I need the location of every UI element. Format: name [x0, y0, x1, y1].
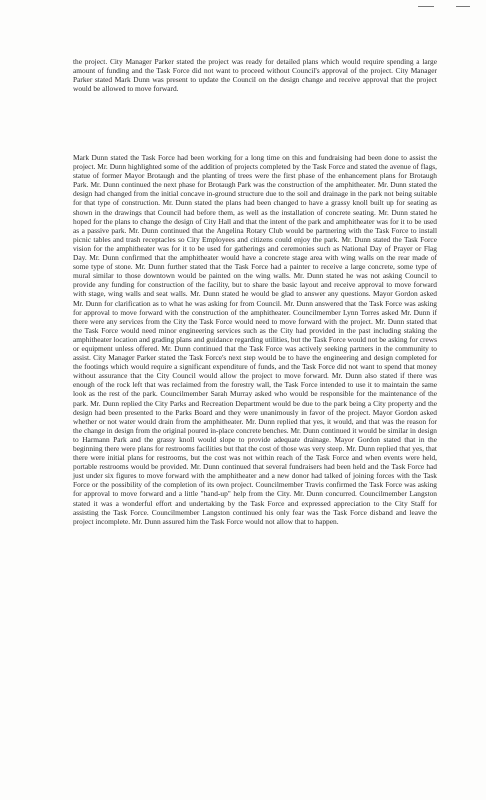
top-edge-mark	[418, 6, 434, 7]
top-edge-mark-right	[456, 6, 470, 7]
paragraph-project-intro: the project. City Manager Parker stated the project was ready for detailed plans which would require spending a large amount of funding and the Task Force did not want to proceed without Council's approval of the project. City Manager Parker stated Mark Dunn was present to update the Council on the design change and receive approval that the project would be allowed to move forward.	[73, 57, 437, 94]
paragraph-mark-dunn-report: Mark Dunn stated the Task Force had been working for a long time on this and fundraising had been done to assist the project. Mr. Dunn highlighted some of the addition of projects completed by the Task Force and stated the avenue of flags, statue of former Mayor Brotaugh and the planting of trees were the first phase of the enhancement plans for Brotaugh Park. Mr. Dunn continued the next phase for Brotaugh Park was the construction of the amphitheater. Mr. Dunn stated the design had changed from the initial concave in-ground structure due to the soil and drainage in the park not being suitable for that type of construction. Mr. Dunn stated the plans had been changed to have a grassy knoll built up for seating as shown in the drawings that Council had before them, as well as the installation of concrete seating. Mr. Dunn stated he hoped for the plans to change the design of City Hall and that the intent of the park and amphitheater was for it to be used as a passive park. Mr. Dunn continued that the Angelina Rotary Club would be partnering with the Task Force to install picnic tables and trash receptacles so City Employees and citizens could enjoy the park. Mr. Dunn stated the Task Force vision for the amphitheater was for it to be used for gatherings and ceremonies such as National Day of Prayer or Flag Day. Mr. Dunn confirmed that the amphitheater would have a concrete stage area with wing walls on the rear made of some type of stone. Mr. Dunn further stated that the Task Force had a painter to receive a large concrete, some type of mural similar to those downtown would be painted on the wing walls. Mr. Dunn stated he was not asking Council to provide any funding for construction of the facility, but to share the basic layout and receive approval to move forward with stage, wing walls and seat walls. Mr. Dunn stated he would be glad to answer any questions. Mayor Gordon asked Mr. Dunn for clarification as to what he was asking for from Council. Mr. Dunn answered that the Task Force was asking for approval to move forward with the construction of the amphitheater. Councilmember Lynn Torres asked Mr. Dunn if there were any services from the City the Task Force would need to move forward with the project. Mr. Dunn stated that the Task Force would need minor engineering services such as the City had provided in the past including staking the amphitheater location and grading plans and guidance regarding utilities, but the Task Force would not be asking for crews or equipment unless offered. Mr. Dunn continued that the Task Force was actively seeking partners in the community to assist. City Manager Parker stated the Task Force's next step would be to have the engineering and design completed for the footings which would require a significant expenditure of funds, and the Task Force did not want to spend that money without assurance that the City Council would allow the project to move forward. Mr. Dunn also stated if there was enough of the rock left that was reclaimed from the forestry wall, the Task Force intended to use it to maintain the same look as the rest of the park. Councilmember Sarah Murray asked who would be responsible for the maintenance of the park. Mr. Dunn replied the City Parks and Recreation Department would be due to the park being a City property and the design had been presented to the Parks Board and they were unanimously in favor of the project. Mayor Gordon asked whether or not water would drain from the amphitheater. Mr. Dunn replied that yes, it would, and that was the reason for the change in design from the original poured in-place concrete benches. Mr. Dunn continued it would be similar in design to Harmann Park and the grassy knoll would slope to provide adequate drainage. Mayor Gordon stated that in the beginning there were plans for restrooms facilities but that the cost of those was very steep. Mr. Dunn replied that yes, that there were initial plans for restrooms, but the cost was not within reach of the Task Force and when events were held, portable restrooms would be provided. Mr. Dunn continued that several fundraisers had been held and the Task Force had just under six figures to move forward with the amphitheater and a new donor had talked of joining forces with the Task Force or the possibility of the completion of its own project. Councilmember Travis confirmed the Task Force was asking for approval to move forward and a little "hand-up" help from the City. Mr. Dunn concurred. Councilmember Langston stated it was a wonderful effort and undertaking by the Task Force and expressed appreciation to the City Staff for assisting the Task Force. Councilmember Langston continued his only fear was the Task Force disband and leave the project incomplete. Mr. Dunn assured him the Task Force would not allow that to happen.	[73, 153, 437, 526]
